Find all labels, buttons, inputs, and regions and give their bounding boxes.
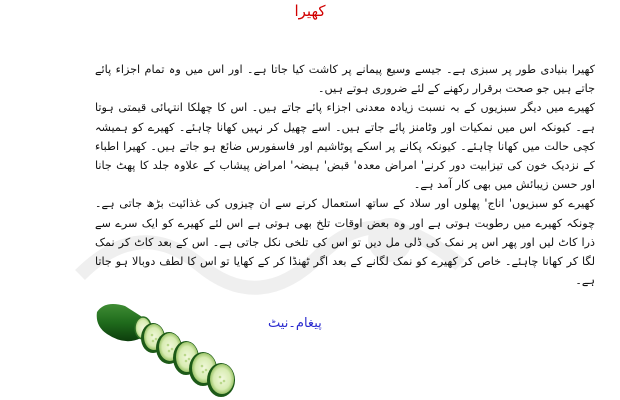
article-body xyxy=(95,60,595,290)
article-paragraph: کھیرے کو سبزیوں' اناج' پھلوں اور سلاد کے ساتھ استعمال کرنے سے ان چیزوں کی غذائیت بڑھ جاتی ہے۔ چونکہ کھیرے میں رطوبت ہوتی ہے اور وہ بعض اوقات تلخ بھی ہوتی ہے اس لئے کھیرے کو ایک سرے سے ذرا کاٹ لیں اور پھر اس پر نمک کی ڈلی مل دیں تو اس کی تلخی نکل جاتی ہے۔ اس کے بعد کاٹ کر نمک لگا کر کھانا چاہئے۔ خاص کر کھیرے کو نمک لگانے کے بعد اگر ٹھنڈا کر کے کھایا تو اس کا لطف دوبالا ہو جاتا ہے۔ xyxy=(95,197,595,288)
cucumber-slices xyxy=(141,323,235,397)
source-credit: پیغام۔نیٹ xyxy=(268,316,322,331)
article-paragraph: کھیرے میں دیگر سبزیوں کے بہ نسبت زیادہ معدنی اجزاء پائے جاتے ہیں۔ اس کا چھلکا انتہائی قیمتی ہوتا ہے۔ کیونکہ اس میں نمکیات اور وٹامنز پائے جاتے ہیں۔ اسے چھیل کر نہیں کھانا چاہئے۔ کھیرے کو ہمیشہ کچی حالت میں کھانا چاہئے۔ کیونکہ پکانے پر اسکے پوٹاشیم اور فاسفورس ضائع ہو جاتے ہیں۔ کھیرا اطباء کے نزدیک خون کی تیزابیت دور کرنے' امراض معدہ' قبض' ہیضہ' امراض پیشاب کے علاوہ جلد کا پھٹ جانا اور حسن زیبائش میں بھی کار آمد ہے۔ xyxy=(95,101,595,192)
article-title: کھیرا xyxy=(294,2,326,20)
cucumber-slices-image xyxy=(95,298,245,400)
article-paragraph: کھیرا بنیادی طور پر سبزی ہے۔ جیسے وسیع پیمانے پر کاشت کیا جاتا ہے۔ اور اس میں وہ تمام اجزاء پائے جاتے ہیں جو صحت برقرار رکھنے کے لئے ضروری ہوتے ہیں۔ xyxy=(95,63,595,96)
